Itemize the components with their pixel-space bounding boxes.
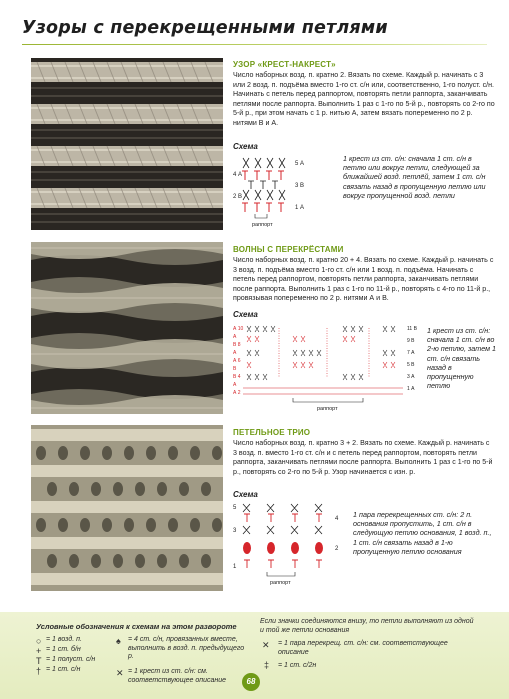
- chart-row-label: 4: [335, 516, 339, 522]
- section-description: Число наборных возд. п. кратно 3 + 2. Вязать по схеме. Каждый р. начинать с 3 возд. п. вместо 1-го ст. с/н и с петель перед раппортом, повторять петли раппорта, заканчивать петлями после раппорта. Выполнить 1 раз с 1-го по 5-й р., повторять со 2-го по 5-й р. Узор начинается с изн. р.: [233, 439, 493, 476]
- rapport-label: раппорт: [270, 580, 291, 586]
- swatch-photo-cross: [31, 58, 223, 230]
- page-number: 68: [242, 673, 260, 691]
- chart-row-label: 2: [335, 546, 339, 552]
- chart-row-label: А 10: [233, 326, 244, 332]
- chart-row-label: 9 В: [407, 338, 415, 344]
- legend-item: = 1 ст. с/2н: [278, 662, 317, 669]
- double-crochet-icon: †: [36, 666, 42, 676]
- chart-row-label: А: [233, 350, 237, 356]
- scheme-label: Схема: [233, 490, 258, 499]
- scheme-label: Схема: [233, 142, 258, 151]
- legend-item: = 1 крест из ст. с/н: см. соответствующее описание: [128, 668, 227, 684]
- section-description: Число наборных возд. п. кратно 20 + 4. Вязать по схеме. Каждый р. начинать с 3 возд. п. подъёма вместо 1-го ст. с/н или 1 возд. п. подъёма. Начинать с петель перед раппортом, повторять петли раппорта, заканчивать петлями после раппорта. Выполнить 1 раз с 1-го по 11-й р., повторять с 4-го по 11-й р., провязывая попеременно по 2 р. нитями А и В.: [233, 256, 494, 302]
- crochet-chart-trio: [233, 500, 345, 586]
- chart-row-label: 3: [233, 528, 237, 534]
- legend-note: Если значки соединяются внизу, то петли выполняют из одной и той же петли основания: [260, 618, 474, 634]
- single-crochet-icon: +: [36, 646, 42, 656]
- section-note: 1 крест из ст. с/н: сначала 1 ст. с/н во 2-ю петлю, затем 1 ст. с/н связать назад в пропущенную петлю: [427, 326, 497, 391]
- legend-item: = 1 возд. п.: [46, 636, 82, 643]
- section-cross-pattern: [233, 60, 495, 128]
- section-waves: [233, 245, 495, 304]
- chart-row-label: 4 А: [233, 172, 243, 178]
- section-title: УЗОР «КРЕСТ-НАКРЕСТ»: [233, 60, 336, 69]
- crossed-pair-icon: ✕: [262, 640, 270, 650]
- legend-item: = 1 полуст. с/н: [46, 656, 96, 663]
- legend-item: = 1 ст. с/н: [46, 666, 81, 673]
- chart-row-label: 5 В: [407, 362, 415, 368]
- scheme-label: Схема: [233, 310, 258, 319]
- treble-crochet-icon: ‡: [264, 660, 270, 670]
- chart-row-label: А 6: [233, 358, 241, 364]
- page-title: Узоры с перекрещенными петлями: [22, 18, 388, 38]
- chart-row-label: 3 В: [295, 183, 305, 189]
- cross-stitch-icon: ✕: [116, 668, 124, 678]
- chart-row-label: 7 А: [407, 350, 415, 356]
- chain-stitch-icon: ○: [36, 636, 42, 646]
- section-note: 1 пара перекрещенных ст. с/н: 2 п. основания пропустить, 1 ст. с/н в следующую петлю основания, 1 возд. п., 1 ст. с/н связать назад в 1-ю пропущенную петлю основания: [353, 510, 492, 556]
- chart-row-label: 3 А: [407, 374, 415, 380]
- chart-row-label: В 8: [233, 342, 241, 348]
- chart-row-label: 11 В: [407, 326, 417, 332]
- chart-row-label: В: [233, 366, 237, 372]
- chart-row-label: 2 В: [233, 194, 243, 200]
- section-description: Число наборных возд. п. кратно 2. Вязать по схеме. Каждый р. начинать с 3 или 2 возд. п. подъёма вместо 1-го ст. с/н или, соответственно, 1-го полуст. с/н. Начинать с петель перед раппортом, повторять петли раппорта, заканчивать петлями после раппорта. Выполнить 1 раз с 1-го по 5-й р., повторять со 2-го по 5-й р., при этом начать с 1 р. нитью А, затем вязать попеременно по 2 р. нитями В и А.: [233, 71, 495, 127]
- chart-row-label: 1 А: [407, 386, 415, 392]
- chart-row-label: 5: [233, 505, 237, 511]
- legend-title: Условные обозначения к схемам на этом развороте: [36, 622, 237, 631]
- section-note: 1 крест из ст. с/н: сначала 1 ст. с/н в петлю или вокруг петли, следующей за ближайшей возд. петлёй, затем 1 ст. с/н связать назад в пропущенную петлю или вокруг пропущенной возд. петли: [343, 154, 486, 200]
- crochet-chart-waves: [233, 320, 423, 412]
- chart-row-label: 5 А: [295, 161, 305, 167]
- section-trio: [233, 428, 495, 477]
- chart-row-label: 1 А: [295, 205, 305, 211]
- rapport-label: раппорт: [317, 406, 338, 412]
- legend-item: = 1 пара перекрещ. ст. с/н: см. соответствующее описание: [278, 640, 448, 656]
- legend-item: = 4 ст. с/н, провязанных вместе, выполнить в возд. п. предыдущего р.: [128, 636, 245, 661]
- section-title: ВОЛНЫ С ПЕРЕКРЁСТАМИ: [233, 245, 344, 254]
- rapport-label: раппорт: [252, 222, 273, 228]
- swatch-photo-trio: [31, 425, 223, 591]
- crochet-chart-cross: [233, 152, 313, 230]
- chart-row-label: А 2: [233, 390, 241, 396]
- page-header: [0, 0, 509, 52]
- legend-item: = 1 ст. б/н: [46, 646, 81, 653]
- chart-row-label: А: [233, 334, 237, 340]
- half-double-crochet-icon: Т: [36, 656, 42, 666]
- swatch-photo-waves: [31, 242, 223, 414]
- chart-row-label: В 4: [233, 374, 241, 380]
- chart-row-label: 1: [233, 564, 237, 570]
- legend-panel: [0, 612, 509, 699]
- section-title: ПЕТЕЛЬНОЕ ТРИО: [233, 428, 311, 437]
- header-rule: [22, 44, 487, 45]
- chart-row-label: А: [233, 382, 237, 388]
- cluster-icon: ♠: [116, 636, 121, 646]
